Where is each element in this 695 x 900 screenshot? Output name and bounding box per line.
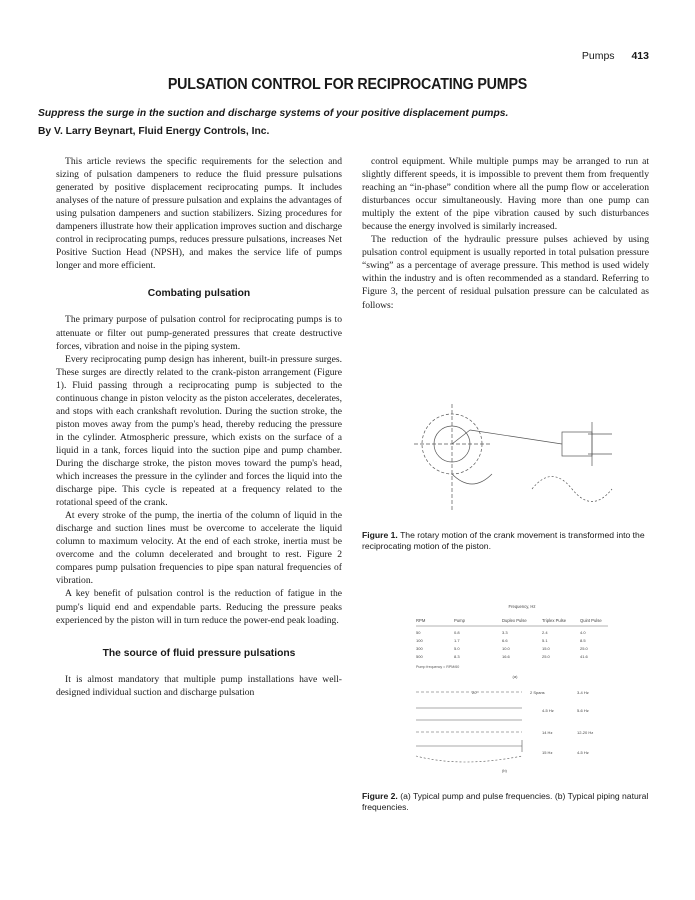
figure-1-caption <box>362 530 649 552</box>
section-heading: The source of fluid pressure pulsations <box>102 647 296 659</box>
cell: 16.6 <box>502 654 510 659</box>
cell: 15.0 <box>542 646 550 651</box>
figure-2-caption-text: (a) Typical pump and pulse frequencies. (b) Typical piping natural frequencies. <box>362 791 649 812</box>
cell: 25.0 <box>542 654 550 659</box>
cell: 500 <box>416 654 423 659</box>
span-freq: 5-6 Hz <box>577 708 589 713</box>
span-freq: 4-5 Hz <box>577 750 589 755</box>
article-subtitle: Suppress the surge in the suction and discharge systems of your positive displacement pumps. <box>38 108 509 119</box>
cell: 50 <box>416 630 421 635</box>
paragraph: At every stroke of the pump, the inertia of the column of liquid in the discharge and suction lines must be overcome to accelerate the liquid column to maximum velocity. At the end of each stroke, inertia must be overcome and the column decelerated and brought to rest. Figure 2 compares pump pulsation frequencies to pipe span natural frequencies of vibration. <box>56 510 342 587</box>
page-header <box>0 50 649 62</box>
right-column <box>362 155 649 312</box>
cell: 3.3 <box>502 630 508 635</box>
paragraph: control equipment. While multiple pumps may be arranged to run at slightly different speeds, it is impossible to prevent them from frequently reaching an “in-phase” condition where all the pump flow or acceleration disturbances occur simultaneously. Having more than one pump can multiply the extent of the pipe vibration caused by such disturbances because the energy involved is similarly increased. <box>362 156 649 233</box>
article-title: PULSATION CONTROL FOR RECIPROCATING PUMPS <box>167 76 528 93</box>
col-header-quint: Quint Pulse <box>580 618 602 623</box>
figure-2-label: Figure 2. <box>362 791 398 801</box>
figure-1-crank-piston-diagram <box>412 394 618 516</box>
paragraph: It is almost mandatory that multiple pump installations have well-designed individual suction and discharge pulsation <box>56 673 342 698</box>
cell: 6.6 <box>502 638 508 643</box>
span-desc: 4-5 Hz <box>542 708 554 713</box>
part-a-label: (a) <box>512 674 518 679</box>
figure-1-label: Figure 1. <box>362 530 398 540</box>
cell: 4.0 <box>580 630 586 635</box>
article-byline: By V. Larry Beynart, Fluid Energy Controls, Inc. <box>38 126 270 137</box>
paragraph: This article reviews the specific requirements for the selection and sizing of pulsation dampeners to reduce the fluid pressure pulsations generated by positive displacement reciprocating pumps. It includes analyses of the nature of pressure pulsation and explains the advantages of using pulsation dampeners and suction stabilizers. Sizing procedures for dampeners illustrate how their application improves suction and discharge control in reciprocating pumps, reduces pressure pulsations, increases Net Positive Suction Head (NPSH), and makes the service life of pumps longer and more efficient. <box>56 156 342 272</box>
col-header-rpm: RPM <box>416 618 426 623</box>
paragraph: The primary purpose of pulsation control for reciprocating pumps is to attenuate or filter out pump-generated pressures that create destructive forces, vibration and noise in the piping system. <box>56 314 342 352</box>
cell: 300 <box>416 646 423 651</box>
left-column <box>56 155 342 699</box>
span-desc: 14 Hz <box>542 730 553 735</box>
cell: 41.6 <box>580 654 588 659</box>
col-header-pump: Pump <box>454 618 465 623</box>
cell: 25.0 <box>580 646 588 651</box>
paragraph: Every reciprocating pump design has inherent, built-in pressure surges. These surges are directly related to the crank-piston arrangement (Figure 1). Fluid passing through a reciprocating pump is subjected to the continuous change in piston velocity as the piston accelerates, decelerates, and stops with each crankshaft revolution. During the suction stroke, the piston moves away from the pump's head, thereby reducing the pressure in the cylinder. Atmospheric pressure, which exists on the surface of a liquid in a tank, forces liquid into the suction pipe and pump chamber. During the discharge stroke, the piston moves toward the pump's head, which increases the pressure in the cylinder and forces the liquid into the discharge pipe. This cycle is repeated at a frequency related to the rotational speed of the crank. <box>56 353 342 509</box>
figure-1-caption-text: The rotary motion of the crank movement is transformed into the reciprocating motion of the piston. <box>362 530 645 551</box>
col-header-triplex: Triplex Pulse <box>542 618 567 623</box>
table-note: Pump frequency = RPM/60 <box>416 665 460 669</box>
cell: 0.8 <box>454 630 460 635</box>
span-freq: 12-20 Hz <box>577 730 594 735</box>
part-b-label: (b) <box>502 768 507 773</box>
page-number: 413 <box>631 50 649 62</box>
table-title: Frequency, Hz <box>508 604 536 609</box>
cell: 2.4 <box>542 630 548 635</box>
table-rows <box>416 630 589 659</box>
cell: 10.0 <box>502 646 510 651</box>
cell: 5.0 <box>454 646 460 651</box>
piping-spans <box>416 692 522 762</box>
span-length: 20' <box>472 690 478 695</box>
paragraph: The reduction of the hydraulic pressure pulses achieved by using pulsation control equipment is usually reported in total pulsation pressure “swing” as a percentage of average pressure. This method is used widely within the industry and is often recommended as a standard. Referring to Figure 3, the percent of residual pulsation pressure can be calculated as follows: <box>362 234 649 311</box>
cell: 1.7 <box>454 638 460 643</box>
span-desc: 15 Hz <box>542 750 553 755</box>
cell: 5.1 <box>542 638 548 643</box>
cell: 8.3 <box>454 654 460 659</box>
cell: 100 <box>416 638 423 643</box>
paragraph: A key benefit of pulsation control is the reduction of fatigue in the pump's liquid end and expendable parts. Reducing the pressure peaks experienced by the piston will in turn reduce the power-end peak loading. <box>56 588 342 626</box>
figure-2-caption <box>362 791 649 813</box>
section-heading: Combating pulsation <box>147 288 251 300</box>
crank-drawing <box>414 404 612 512</box>
running-head: Pumps <box>581 50 615 62</box>
figure-2-frequency-chart <box>412 596 618 776</box>
span-freq: 3-4 Hz <box>577 690 589 695</box>
cell: 8.5 <box>580 638 586 643</box>
span-desc: 2 Spans <box>530 690 545 695</box>
col-header-duplex: Duplex Pulse <box>502 618 527 623</box>
